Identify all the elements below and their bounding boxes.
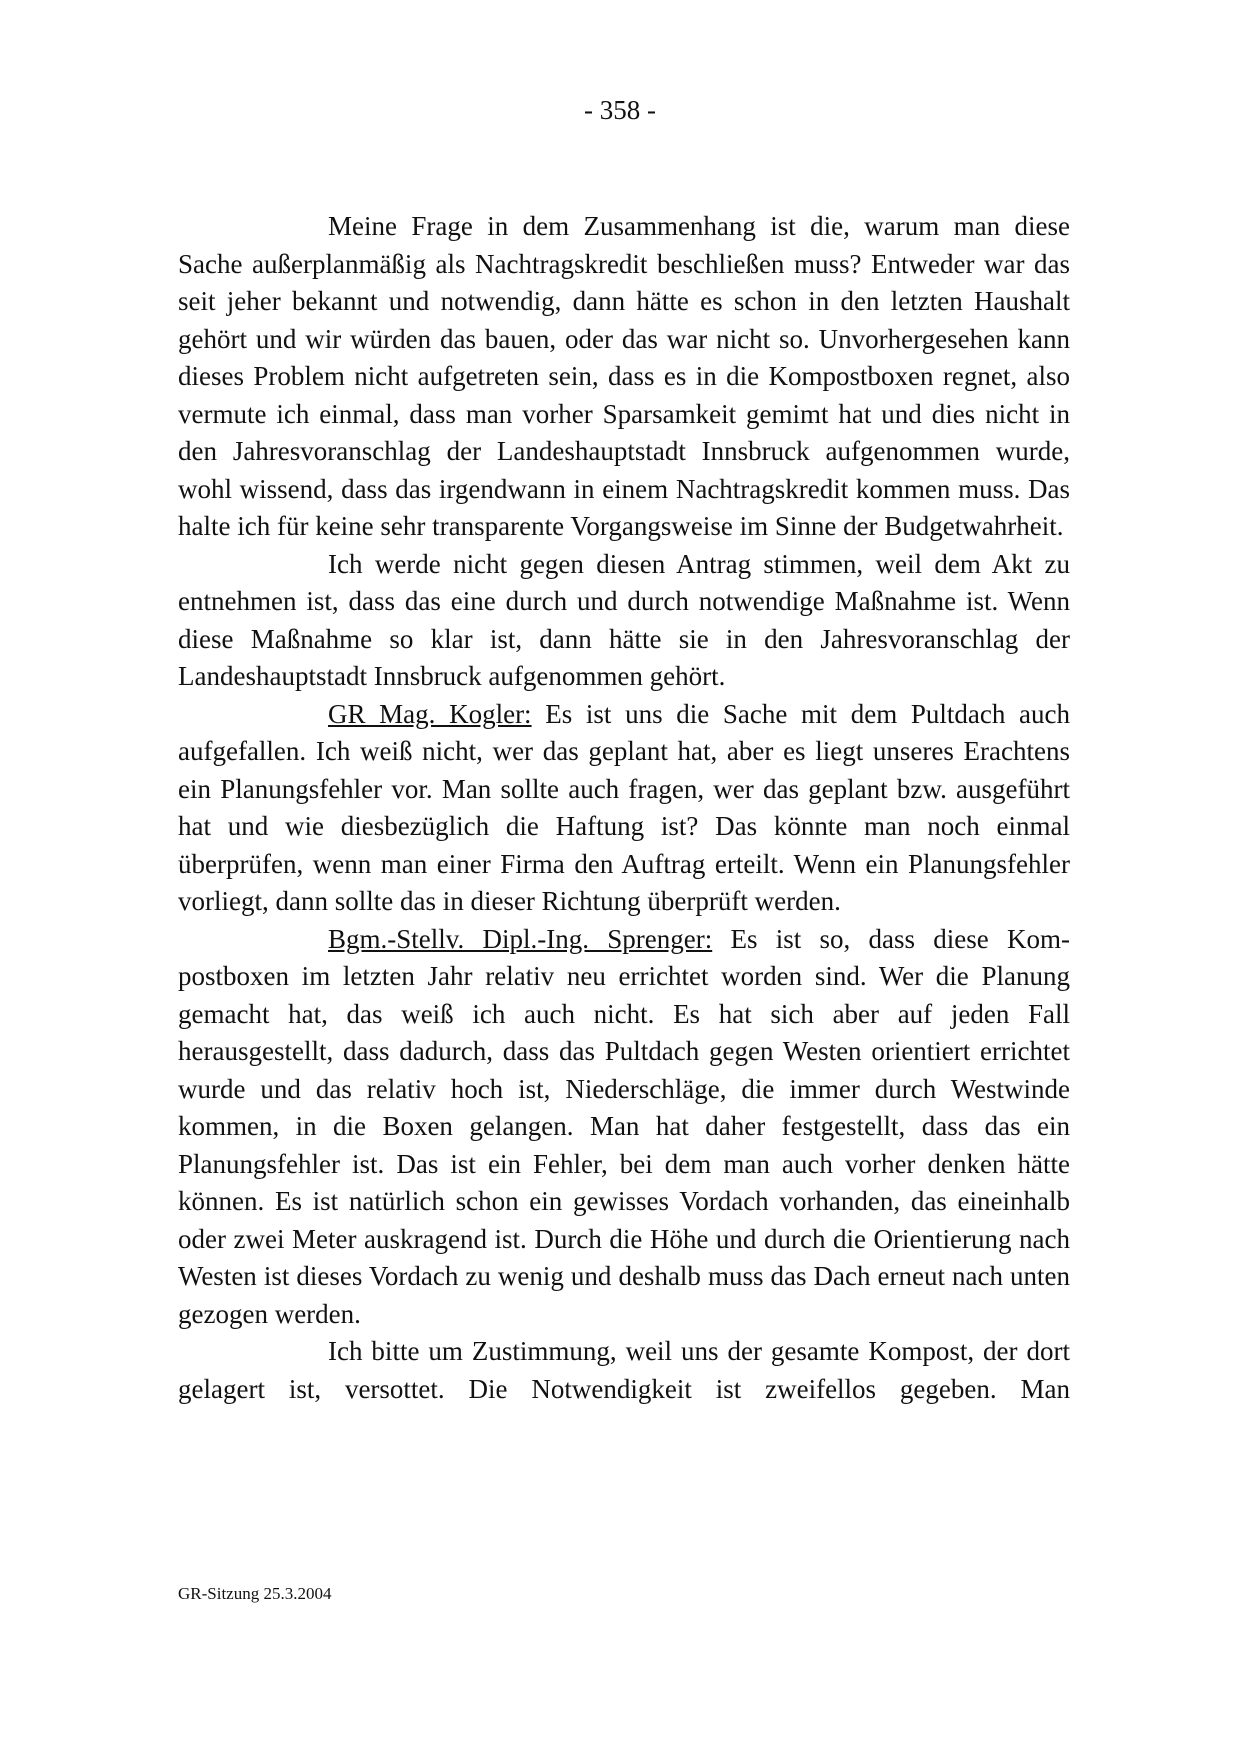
paragraph-text: Ich werde nicht gegen diesen Antrag stimmen, weil dem Akt zu entnehmen ist, dass das eine durch und durch notwendige Maßnahme ist. Wenn diese Maßnahme so klar ist, dann hätte sie in den Jahresvoranschlag der Landeshauptstadt Innsbruck aufgenommen gehört. [178, 548, 1070, 691]
paragraph-text: Es ist uns die Sache mit dem Pultdach auch aufgefallen. Ich weiß nicht, wer das geplant hat, aber es liegt unseres Erachtens ein Planungsfehler vor. Man sollte auch fragen, wer das geplant bzw. ausgeführt hat und wie diesbezüglich die Haftung ist? Das könnte man noch einmal überprüfen, wenn man einer Firma den Auftrag erteilt. Wenn ein Planungsfehler vorliegt, dann sollte das in dieser Richtung überprüft werden. [178, 698, 1070, 916]
footer-session-date: GR-Sitzung 25.3.2004 [178, 1584, 332, 1603]
paragraph-text: Meine Frage in dem Zusammenhang ist die, warum man diese Sache außerplanmäßig als Nachtragskredit beschließen muss? Entweder war das seit jeher bekannt und notwendig, dann hätte es schon in den letzten Haushalt gehört und wir würden das bauen, oder das war nicht so. Unvorhergesehen kann dieses Problem nicht aufgetreten sein, dass es in die Kompostboxen regnet, also vermute ich einmal, dass man vorher Sparsamkeit gemimt hat und dies nicht in den Jahresvoranschlag der Landeshauptstadt Innsbruck aufgenommen wurde, wohl wissend, dass das irgendwann in einem Nachtragskredit kommen muss. Das halte ich für keine sehr transparente Vorgangsweise im Sinne der Budgetwahrheit. [178, 211, 1070, 541]
paragraph-text: Ich bitte um Zustimmung, weil uns der gesamte Kompost, der dort gelagert ist, versottet. Die Notwendigkeit ist zweifellos gegeben. Man [178, 1336, 1070, 1404]
paragraph [178, 696, 1070, 921]
paragraph [178, 921, 1070, 1334]
paragraph-text: Es ist so, dass diese Kompostboxen im letzten Jahr relativ neu errichtet worden sind. Wer die Planung gemacht hat, das weiß ich auch nicht. Es hat sich aber auf jeden Fall herausgestellt, dass dadurch, dass das Pultdach gegen Westen orientiert errichtet wurde und das relativ hoch ist, Niederschläge, die immer durch Westwinde kommen, in die Boxen gelangen. Man hat daher festgestellt, dass das ein Planungsfehler ist. Das ist ein Fehler, bei dem man auch vorher denken hätte können. Es ist natürlich schon ein gewisses Vordach vorhanden, das eineinhalb oder zwei Meter auskragend ist. Durch die Höhe und durch die Orientierung nach Westen ist dieses Vordach zu wenig und deshalb muss das Dach erneut nach unten gezogen werden. [178, 923, 1070, 1329]
paragraph [178, 546, 1070, 696]
paragraph [178, 1333, 1070, 1408]
speaker-name: Bgm.-Stellv. Dipl.-Ing. Sprenger: [328, 923, 713, 954]
page-number: - 358 - [584, 95, 656, 125]
document-body [178, 208, 1070, 1408]
paragraph [178, 208, 1070, 546]
speaker-name: GR Mag. Kogler: [328, 698, 532, 729]
